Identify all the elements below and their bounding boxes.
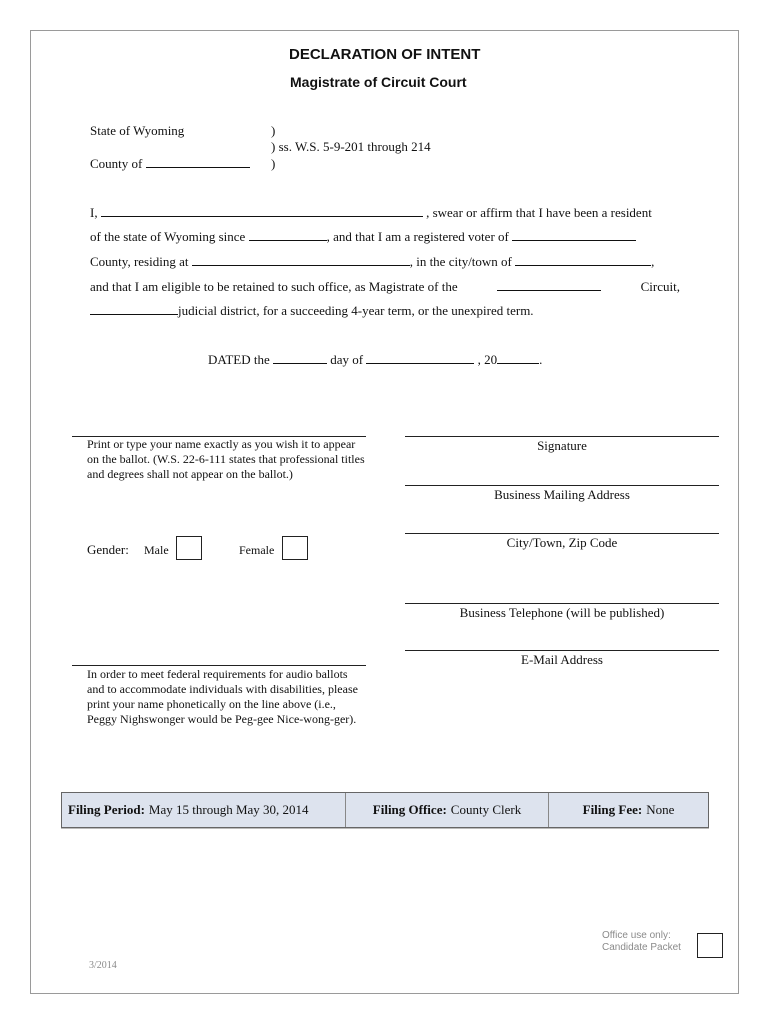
dated-month-blank[interactable] <box>366 352 474 364</box>
form-subtitle: Magistrate of Circuit Court <box>290 74 467 90</box>
dated-year-blank[interactable] <box>497 352 539 364</box>
candidate-packet-checkbox[interactable] <box>697 933 723 958</box>
signature-line[interactable] <box>405 436 719 437</box>
applicant-name-blank[interactable] <box>101 205 423 217</box>
male-checkbox[interactable] <box>176 536 202 560</box>
male-label: Male <box>144 543 169 557</box>
office-use-label: Office use only: Candidate Packet <box>602 930 681 953</box>
filing-period-cell: Filing Period: May 15 through May 30, 2014 <box>62 793 346 827</box>
oath-line-1: I, , swear or affirm that I have been a resident <box>90 205 652 220</box>
telephone-label: Business Telephone (will be published) <box>459 605 665 620</box>
email-line[interactable] <box>405 650 719 651</box>
dated-line: DATED the day of , 20 . <box>208 352 543 367</box>
revision-date: 3/2014 <box>89 960 117 971</box>
page-frame <box>30 30 739 994</box>
filing-office-cell: Filing Office: County Clerk <box>346 793 549 827</box>
statute-text: ) ss. W.S. 5-9-201 through 214 <box>271 139 431 154</box>
county-label: County of <box>90 156 250 172</box>
oath-line-3: County, residing at , in the city/town of , <box>90 254 655 269</box>
county-blank[interactable] <box>146 156 250 168</box>
email-label: E-Mail Address <box>521 652 603 667</box>
signature-label: Signature <box>537 438 587 453</box>
city-zip-line[interactable] <box>405 533 719 534</box>
city-town-blank[interactable] <box>515 254 651 266</box>
dated-day-blank[interactable] <box>273 352 327 364</box>
female-checkbox[interactable] <box>282 536 308 560</box>
residence-blank[interactable] <box>192 254 410 266</box>
phonetic-instructions: In order to meet federal requirements for audio ballots and to accommodate individuals with disabilities, please print your name phonetically on the line above (i.e., Peggy Nighswonger would be Peg-gee Nice-wong-ger). <box>87 667 358 726</box>
filing-fee-cell: Filing Fee: None <box>549 793 708 827</box>
phonetic-name-line[interactable] <box>72 665 366 666</box>
female-label: Female <box>239 543 275 557</box>
telephone-line[interactable] <box>405 603 719 604</box>
city-zip-label: City/Town, Zip Code <box>506 535 618 550</box>
oath-line-4: and that I am eligible to be retained to such office, as Magistrate of the Circuit, <box>90 279 680 294</box>
state-label: State of Wyoming <box>90 123 185 138</box>
resident-since-blank[interactable] <box>249 229 327 241</box>
mailing-address-line[interactable] <box>405 485 719 486</box>
form-title: DECLARATION OF INTENT <box>289 46 481 63</box>
circuit-blank[interactable] <box>497 279 601 291</box>
venue-paren-1: ) <box>271 123 276 138</box>
filing-info-bar <box>61 792 709 828</box>
judicial-district-blank[interactable] <box>90 303 178 315</box>
venue-paren-3: ) <box>271 156 276 171</box>
voter-county-blank[interactable] <box>512 229 636 241</box>
gender-label: Gender: <box>87 542 129 557</box>
oath-line-5: judicial district, for a succeeding 4-year term, or the unexpired term. <box>90 303 534 319</box>
ballot-name-instructions: Print or type your name exactly as you wish it to appear on the ballot. (W.S. 22-6-111 states that professional titles and degrees shall not appear on the ballot.) <box>87 437 365 481</box>
oath-line-2: of the state of Wyoming since , and that I am a registered voter of <box>90 229 636 245</box>
mailing-address-label: Business Mailing Address <box>494 487 630 502</box>
